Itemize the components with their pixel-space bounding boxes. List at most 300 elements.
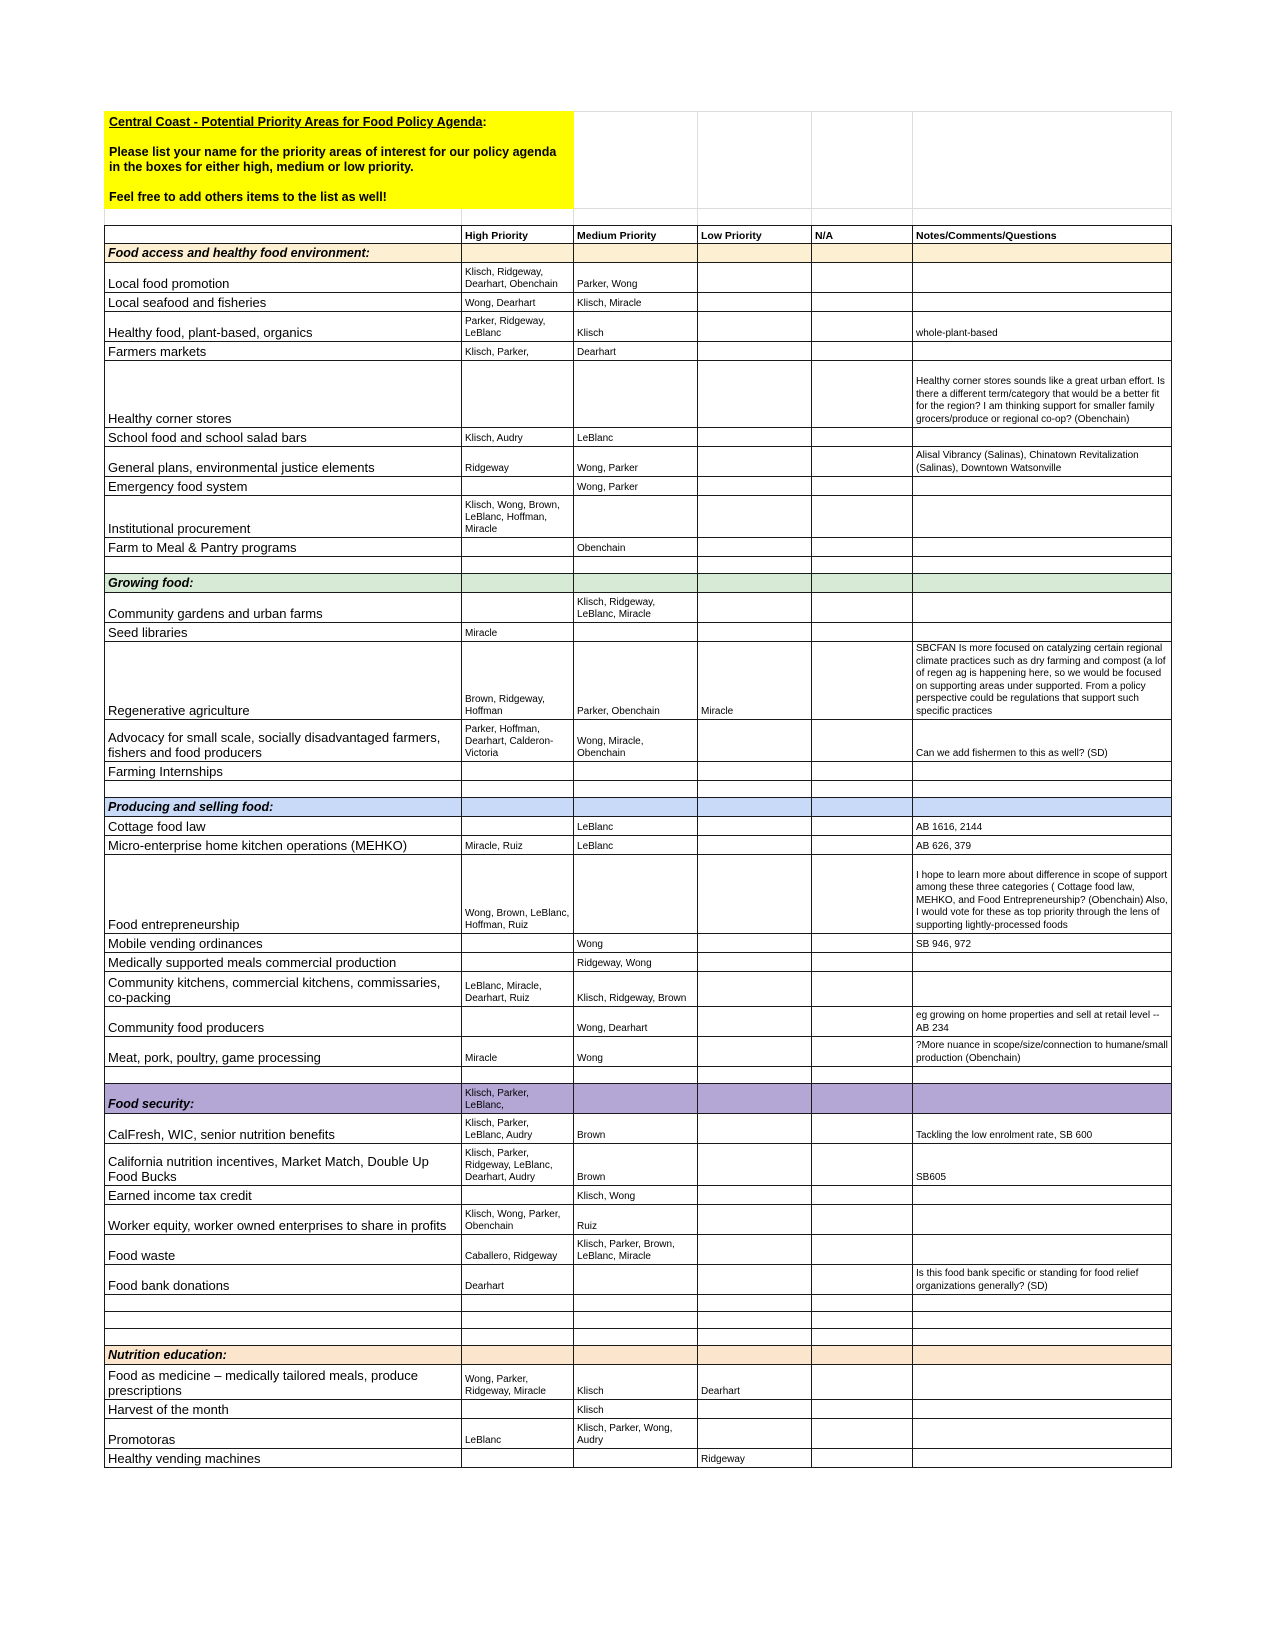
notes-cell[interactable] [913,1295,1172,1312]
priority-row [105,361,1172,428]
notes-cell[interactable] [913,496,1172,538]
notes-cell[interactable] [913,953,1172,972]
medium-priority-cell[interactable] [574,1346,698,1365]
na-cell[interactable] [812,538,913,557]
priority-row [105,447,1172,477]
notes-cell[interactable] [913,1400,1172,1419]
medium-priority-cell[interactable] [574,361,698,428]
row-label[interactable]: Meat, pork, poultry, game processing [105,1037,462,1067]
row-label[interactable]: Harvest of the month [105,1400,462,1419]
medium-priority-cell[interactable]: Klisch, Ridgeway, Brown [574,972,698,1007]
high-priority-cell[interactable]: LeBlanc [462,1419,574,1449]
medium-priority-cell[interactable]: LeBlanc [574,836,698,855]
notes-cell[interactable] [913,781,1172,798]
row-label[interactable]: School food and school salad bars [105,428,462,447]
low-priority-cell[interactable] [698,1186,812,1205]
na-cell[interactable] [812,855,913,934]
high-priority-cell[interactable] [462,762,574,781]
priority-row [105,623,1172,642]
low-priority-cell[interactable] [698,428,812,447]
high-priority-cell[interactable] [462,1449,574,1468]
na-cell[interactable] [812,623,913,642]
high-priority-cell[interactable] [462,817,574,836]
na-cell[interactable] [812,1312,913,1329]
na-cell[interactable] [812,1265,913,1295]
notes-cell[interactable] [913,762,1172,781]
empty-cell[interactable] [574,209,698,226]
low-priority-cell[interactable] [698,1037,812,1067]
row-label[interactable]: Farm to Meal & Pantry programs [105,538,462,557]
medium-priority-cell[interactable] [574,1295,698,1312]
na-cell[interactable] [812,477,913,496]
na-cell[interactable] [812,1329,913,1346]
priority-row [105,953,1172,972]
notes-cell[interactable]: SB 946, 972 [913,934,1172,953]
medium-priority-cell[interactable]: Parker, Wong [574,263,698,293]
low-priority-cell[interactable] [698,312,812,342]
low-priority-cell[interactable] [698,953,812,972]
na-cell[interactable] [812,1007,913,1037]
medium-priority-cell[interactable] [574,781,698,798]
na-cell[interactable] [812,1235,913,1265]
notes-cell[interactable] [913,798,1172,817]
priority-row [105,817,1172,836]
empty-cell[interactable] [812,112,913,209]
na-cell[interactable] [812,447,913,477]
high-priority-cell[interactable]: Klisch, Wong, Parker, Obenchain [462,1205,574,1235]
title-link[interactable]: Central Coast - Potential Priority Areas for Food Policy Agenda [109,115,483,129]
high-priority-cell[interactable] [462,244,574,263]
notes-cell[interactable]: I hope to learn more about difference in scope of support among these three categories ( Cottage food law, MEHKO, and Food Entrepreneurship? (Obenchain) Also, I would vote for these as top priority through the lens of supporting lightly-processed foods [913,855,1172,934]
notes-cell[interactable] [913,557,1172,574]
low-priority-cell[interactable] [698,1295,812,1312]
medium-priority-cell[interactable] [574,1067,698,1084]
row-label[interactable]: Healthy corner stores [105,361,462,428]
medium-priority-cell[interactable] [574,623,698,642]
na-cell[interactable] [812,1295,913,1312]
blank-row [105,1067,1172,1084]
notes-cell[interactable] [913,623,1172,642]
medium-priority-cell[interactable] [574,855,698,934]
high-priority-cell[interactable] [462,557,574,574]
empty-cell[interactable] [462,209,574,226]
medium-priority-cell[interactable] [574,244,698,263]
header-notes[interactable]: Notes/Comments/Questions [913,226,1172,244]
high-priority-cell[interactable]: Dearhart [462,1265,574,1295]
section-header-row [105,798,1172,817]
notes-cell[interactable] [913,1186,1172,1205]
low-priority-cell[interactable] [698,972,812,1007]
notes-cell[interactable] [913,1312,1172,1329]
priority-row [105,1144,1172,1186]
section-title[interactable]: Food security: [105,1084,462,1114]
header-low-priority[interactable]: Low Priority [698,226,812,244]
na-cell[interactable] [812,361,913,428]
notes-cell[interactable] [913,593,1172,623]
high-priority-cell[interactable]: Klisch, Wong, Brown, LeBlanc, Hoffman, Miracle [462,496,574,538]
row-label[interactable]: Micro-enterprise home kitchen operations (MEHKO) [105,836,462,855]
low-priority-cell[interactable] [698,781,812,798]
row-label[interactable] [105,781,462,798]
notes-cell[interactable] [913,1329,1172,1346]
row-label[interactable]: Community kitchens, commercial kitchens, commissaries, co-packing [105,972,462,1007]
priority-row [105,836,1172,855]
row-label[interactable]: California nutrition incentives, Market Match, Double Up Food Bucks [105,1144,462,1186]
high-priority-cell[interactable]: Caballero, Ridgeway [462,1235,574,1265]
medium-priority-cell[interactable]: Klisch [574,312,698,342]
high-priority-cell[interactable] [462,1400,574,1419]
low-priority-cell[interactable] [698,557,812,574]
medium-priority-cell[interactable] [574,574,698,593]
notes-cell[interactable]: Tackling the low enrolment rate, SB 600 [913,1114,1172,1144]
na-cell[interactable] [812,1449,913,1468]
priority-row [105,593,1172,623]
low-priority-cell[interactable] [698,1205,812,1235]
high-priority-cell[interactable]: Miracle [462,1037,574,1067]
low-priority-cell[interactable] [698,623,812,642]
empty-cell[interactable] [913,209,1172,226]
high-priority-cell[interactable] [462,1312,574,1329]
row-label[interactable]: Mobile vending ordinances [105,934,462,953]
high-priority-cell[interactable]: Wong, Brown, LeBlanc, Hoffman, Ruiz [462,855,574,934]
low-priority-cell[interactable] [698,798,812,817]
na-cell[interactable] [812,720,913,762]
na-cell[interactable] [812,1205,913,1235]
high-priority-cell[interactable] [462,781,574,798]
medium-priority-cell[interactable]: Wong, Dearhart [574,1007,698,1037]
high-priority-cell[interactable]: Wong, Parker, Ridgeway, Miracle [462,1365,574,1400]
na-cell[interactable] [812,244,913,263]
notes-cell[interactable] [913,1235,1172,1265]
na-cell[interactable] [812,263,913,293]
empty-cell[interactable] [698,209,812,226]
low-priority-cell[interactable] [698,361,812,428]
notes-cell[interactable] [913,538,1172,557]
medium-priority-cell[interactable]: Ridgeway, Wong [574,953,698,972]
high-priority-cell[interactable]: Brown, Ridgeway, Hoffman [462,642,574,720]
notes-cell[interactable]: SB605 [913,1144,1172,1186]
low-priority-cell[interactable] [698,496,812,538]
blank-row [105,1329,1172,1346]
medium-priority-cell[interactable]: Klisch, Wong [574,1186,698,1205]
na-cell[interactable] [812,496,913,538]
row-label[interactable]: Emergency food system [105,477,462,496]
header-blank[interactable] [105,226,462,244]
na-cell[interactable] [812,293,913,312]
low-priority-cell[interactable] [698,538,812,557]
row-label[interactable]: Regenerative agriculture [105,642,462,720]
priority-row [105,720,1172,762]
row-label[interactable]: Farmers markets [105,342,462,361]
row-label[interactable] [105,1295,462,1312]
notes-cell[interactable] [913,428,1172,447]
low-priority-cell[interactable]: Miracle [698,642,812,720]
medium-priority-cell[interactable] [574,1312,698,1329]
na-cell[interactable] [812,593,913,623]
na-cell[interactable] [812,798,913,817]
header-na[interactable]: N/A [812,226,913,244]
notes-cell[interactable] [913,342,1172,361]
low-priority-cell[interactable] [698,447,812,477]
empty-cell[interactable] [105,209,462,226]
medium-priority-cell[interactable]: Klisch, Parker, Brown, LeBlanc, Miracle [574,1235,698,1265]
row-label[interactable]: Medically supported meals commercial production [105,953,462,972]
high-priority-cell[interactable] [462,1067,574,1084]
medium-priority-cell[interactable] [574,1265,698,1295]
section-title[interactable]: Food access and healthy food environment: [105,244,462,263]
high-priority-cell[interactable]: Wong, Dearhart [462,293,574,312]
high-priority-cell[interactable]: Klisch, Parker, LeBlanc, Audry [462,1114,574,1144]
low-priority-cell[interactable] [698,1400,812,1419]
row-label[interactable]: Farming Internships [105,762,462,781]
na-cell[interactable] [812,1365,913,1400]
notes-cell[interactable] [913,574,1172,593]
title-cell [105,112,574,209]
na-cell[interactable] [812,642,913,720]
notes-cell[interactable]: ?More nuance in scope/size/connection to humane/small production (Obenchain) [913,1037,1172,1067]
row-label[interactable] [105,1329,462,1346]
low-priority-cell[interactable] [698,934,812,953]
high-priority-cell[interactable]: Klisch, Parker, Ridgeway, LeBlanc, Dearhart, Audry [462,1144,574,1186]
high-priority-cell[interactable] [462,1007,574,1037]
na-cell[interactable] [812,1419,913,1449]
row-label[interactable]: Food waste [105,1235,462,1265]
notes-cell[interactable] [913,244,1172,263]
na-cell[interactable] [812,342,913,361]
notes-cell[interactable] [913,972,1172,1007]
row-label[interactable] [105,557,462,574]
medium-priority-cell[interactable]: Wong [574,934,698,953]
low-priority-cell[interactable] [698,1144,812,1186]
medium-priority-cell[interactable] [574,798,698,817]
section-title[interactable]: Nutrition education: [105,1346,462,1365]
row-label[interactable]: Cottage food law [105,817,462,836]
high-priority-cell[interactable] [462,953,574,972]
low-priority-cell[interactable] [698,477,812,496]
header-medium-priority[interactable]: Medium Priority [574,226,698,244]
na-cell[interactable] [812,1067,913,1084]
notes-cell[interactable] [913,1084,1172,1114]
medium-priority-cell[interactable] [574,1084,698,1114]
medium-priority-cell[interactable]: Klisch, Parker, Wong, Audry [574,1419,698,1449]
na-cell[interactable] [812,312,913,342]
spacer-row [105,209,1172,226]
low-priority-cell[interactable]: Ridgeway [698,1449,812,1468]
notes-cell[interactable]: Can we add fishermen to this as well? (SD) [913,720,1172,762]
medium-priority-cell[interactable] [574,496,698,538]
priority-row [105,1419,1172,1449]
low-priority-cell[interactable] [698,855,812,934]
na-cell[interactable] [812,1186,913,1205]
add-items-note: Feel free to add others items to the list as well! [109,190,387,204]
high-priority-cell[interactable] [462,538,574,557]
medium-priority-cell[interactable] [574,1449,698,1468]
high-priority-cell[interactable] [462,361,574,428]
na-cell[interactable] [812,781,913,798]
medium-priority-cell[interactable] [574,762,698,781]
na-cell[interactable] [812,1346,913,1365]
low-priority-cell[interactable] [698,817,812,836]
na-cell[interactable] [812,1400,913,1419]
row-label[interactable] [105,1312,462,1329]
high-priority-cell[interactable]: Parker, Hoffman, Dearhart, Calderon-Victoria [462,720,574,762]
low-priority-cell[interactable] [698,574,812,593]
low-priority-cell[interactable] [698,593,812,623]
low-priority-cell[interactable] [698,1007,812,1037]
low-priority-cell[interactable] [698,1235,812,1265]
high-priority-cell[interactable] [462,1329,574,1346]
row-label[interactable]: Healthy vending machines [105,1449,462,1468]
header-high-priority[interactable]: High Priority [462,226,574,244]
medium-priority-cell[interactable]: Dearhart [574,342,698,361]
low-priority-cell[interactable] [698,263,812,293]
notes-cell[interactable] [913,1067,1172,1084]
high-priority-cell[interactable] [462,574,574,593]
empty-cell[interactable] [913,112,1172,209]
low-priority-cell[interactable] [698,762,812,781]
notes-cell[interactable] [913,477,1172,496]
high-priority-cell[interactable]: Klisch, Audry [462,428,574,447]
medium-priority-cell[interactable]: Ruiz [574,1205,698,1235]
low-priority-cell[interactable] [698,836,812,855]
high-priority-cell[interactable]: Ridgeway [462,447,574,477]
row-label[interactable]: Food entrepreneurship [105,855,462,934]
medium-priority-cell[interactable]: LeBlanc [574,428,698,447]
row-label[interactable]: Community food producers [105,1007,462,1037]
high-priority-cell[interactable] [462,1186,574,1205]
na-cell[interactable] [812,836,913,855]
notes-cell[interactable]: eg growing on home properties and sell at retail level -- AB 234 [913,1007,1172,1037]
high-priority-cell[interactable]: Parker, Ridgeway, LeBlanc [462,312,574,342]
row-label[interactable]: General plans, environmental justice elements [105,447,462,477]
row-label[interactable]: Worker equity, worker owned enterprises to share in profits [105,1205,462,1235]
low-priority-cell[interactable] [698,1329,812,1346]
medium-priority-cell[interactable]: Wong, Parker [574,447,698,477]
na-cell[interactable] [812,1037,913,1067]
notes-cell[interactable]: AB 626, 379 [913,836,1172,855]
notes-cell[interactable]: whole-plant-based [913,312,1172,342]
na-cell[interactable] [812,934,913,953]
low-priority-cell[interactable] [698,1265,812,1295]
section-header-row [105,244,1172,263]
row-label[interactable]: CalFresh, WIC, senior nutrition benefits [105,1114,462,1144]
empty-cell[interactable] [574,112,698,209]
row-label[interactable]: Seed libraries [105,623,462,642]
high-priority-cell[interactable]: Klisch, Parker, LeBlanc, [462,1084,574,1114]
priority-row [105,496,1172,538]
high-priority-cell[interactable] [462,1295,574,1312]
medium-priority-cell[interactable]: Parker, Obenchain [574,642,698,720]
row-label[interactable]: Food bank donations [105,1265,462,1295]
low-priority-cell[interactable] [698,1346,812,1365]
low-priority-cell[interactable] [698,1312,812,1329]
low-priority-cell[interactable] [698,293,812,312]
low-priority-cell[interactable]: Dearhart [698,1365,812,1400]
section-title[interactable]: Growing food: [105,574,462,593]
medium-priority-cell[interactable]: Wong [574,1037,698,1067]
medium-priority-cell[interactable]: Klisch, Ridgeway, LeBlanc, Miracle [574,593,698,623]
low-priority-cell[interactable] [698,342,812,361]
medium-priority-cell[interactable] [574,557,698,574]
notes-cell[interactable]: Healthy corner stores sounds like a great urban effort. Is there a different term/category that would be a better fit for the region? I am thinking support for smaller family grocers/produce or regional co-op? (Obenchain) [913,361,1172,428]
medium-priority-cell[interactable]: Brown [574,1114,698,1144]
na-cell[interactable] [812,557,913,574]
high-priority-cell[interactable]: Klisch, Parker, [462,342,574,361]
priority-row [105,1365,1172,1400]
row-label[interactable]: Promotoras [105,1419,462,1449]
na-cell[interactable] [812,817,913,836]
medium-priority-cell[interactable]: Brown [574,1144,698,1186]
row-label[interactable] [105,1067,462,1084]
high-priority-cell[interactable] [462,477,574,496]
row-label[interactable]: Community gardens and urban farms [105,593,462,623]
medium-priority-cell[interactable] [574,1329,698,1346]
low-priority-cell[interactable] [698,1067,812,1084]
row-label[interactable]: Local seafood and fisheries [105,293,462,312]
low-priority-cell[interactable] [698,1114,812,1144]
medium-priority-cell[interactable]: Klisch, Miracle [574,293,698,312]
low-priority-cell[interactable] [698,244,812,263]
notes-cell[interactable]: SBCFAN Is more focused on catalyzing certain regional climate practices such as dry farming and compost (a lof of regen ag is happening here, so we would be focused on supporting areas under supported. From a policy perspective could be regulations that support such specific practices [913,642,1172,720]
high-priority-cell[interactable]: Klisch, Ridgeway, Dearhart, Obenchain [462,263,574,293]
high-priority-cell[interactable]: Miracle, Ruiz [462,836,574,855]
notes-cell[interactable] [913,1449,1172,1468]
notes-cell[interactable] [913,1365,1172,1400]
na-cell[interactable] [812,1144,913,1186]
medium-priority-cell[interactable]: Obenchain [574,538,698,557]
medium-priority-cell[interactable]: LeBlanc [574,817,698,836]
notes-cell[interactable] [913,1419,1172,1449]
na-cell[interactable] [812,762,913,781]
low-priority-cell[interactable] [698,720,812,762]
medium-priority-cell[interactable]: Klisch [574,1400,698,1419]
row-label[interactable]: Institutional procurement [105,496,462,538]
row-label[interactable]: Local food promotion [105,263,462,293]
high-priority-cell[interactable] [462,934,574,953]
na-cell[interactable] [812,574,913,593]
medium-priority-cell[interactable]: Wong, Parker [574,477,698,496]
medium-priority-cell[interactable]: Wong, Miracle, Obenchain [574,720,698,762]
low-priority-cell[interactable] [698,1419,812,1449]
empty-cell[interactable] [698,112,812,209]
na-cell[interactable] [812,953,913,972]
section-title[interactable]: Producing and selling food: [105,798,462,817]
row-label[interactable]: Earned income tax credit [105,1186,462,1205]
row-label[interactable]: Healthy food, plant-based, organics [105,312,462,342]
notes-cell[interactable]: Alisal Vibrancy (Salinas), Chinatown Revitalization (Salinas), Downtown Watsonville [913,447,1172,477]
na-cell[interactable] [812,1114,913,1144]
high-priority-cell[interactable]: Miracle [462,623,574,642]
row-label[interactable]: Advocacy for small scale, socially disadvantaged farmers, fishers and food producers [105,720,462,762]
notes-cell[interactable]: Is this food bank specific or standing for food relief organizations generally? (SD) [913,1265,1172,1295]
na-cell[interactable] [812,972,913,1007]
notes-cell[interactable] [913,1346,1172,1365]
notes-cell[interactable]: AB 1616, 2144 [913,817,1172,836]
empty-cell[interactable] [812,209,913,226]
high-priority-cell[interactable]: LeBlanc, Miracle, Dearhart, Ruiz [462,972,574,1007]
high-priority-cell[interactable] [462,798,574,817]
notes-cell[interactable] [913,1205,1172,1235]
low-priority-cell[interactable] [698,1084,812,1114]
notes-cell[interactable] [913,263,1172,293]
row-label[interactable]: Food as medicine – medically tailored meals, produce prescriptions [105,1365,462,1400]
high-priority-cell[interactable] [462,593,574,623]
high-priority-cell[interactable] [462,1346,574,1365]
notes-cell[interactable] [913,293,1172,312]
na-cell[interactable] [812,1084,913,1114]
medium-priority-cell[interactable]: Klisch [574,1365,698,1400]
na-cell[interactable] [812,428,913,447]
